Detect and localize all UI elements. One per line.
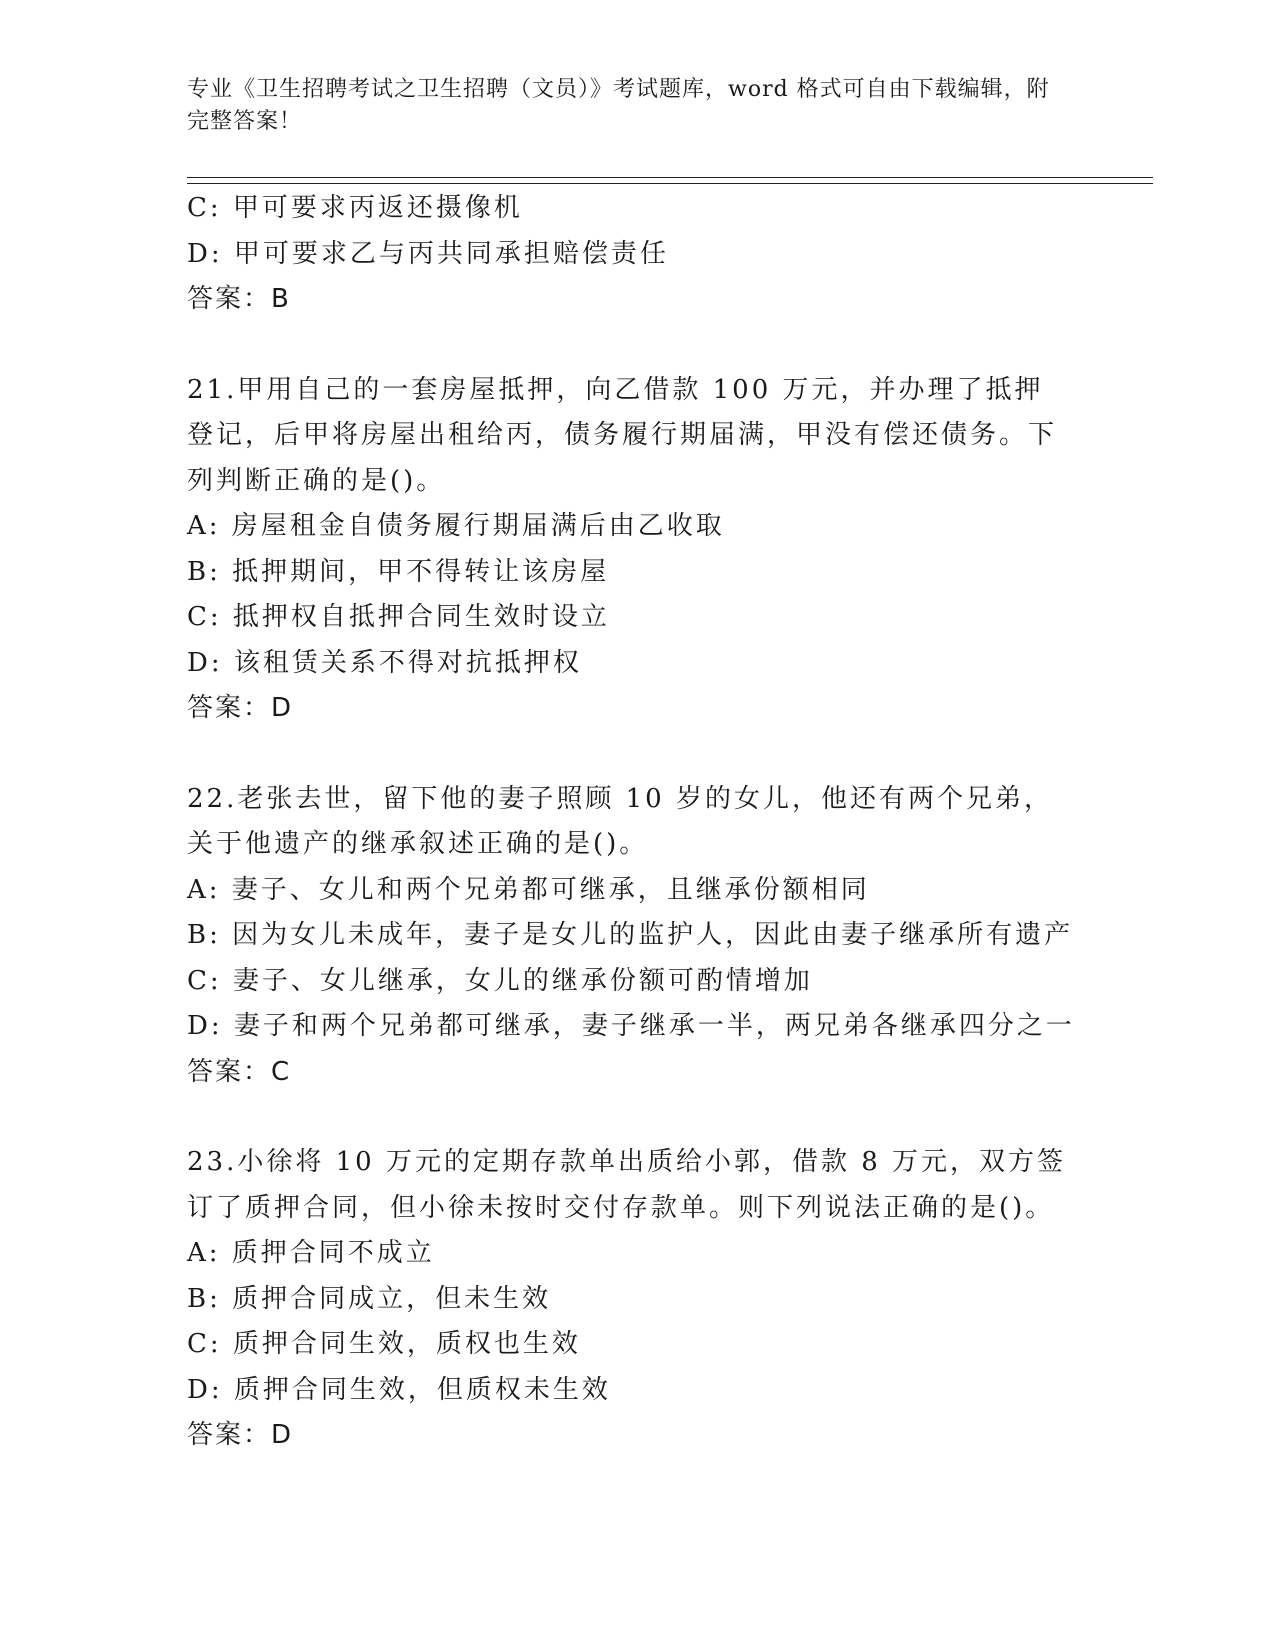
carryover-block [187,186,1067,323]
header-divider-top [187,177,1153,178]
option-a: A: 妻子、女儿和两个兄弟都可继承，且继承份额相同 [187,874,870,905]
header-divider-bottom [187,183,1153,184]
option-d: D: 妻子和两个兄弟都可继承，妻子继承一半，两兄弟各继承四分之一 [187,1011,1075,1041]
spacer [187,323,1067,368]
question-block [187,1140,1067,1459]
answer-line: 答案：D [187,693,294,723]
option-b: B: 质押合同成立，但未生效 [187,1283,552,1314]
option-c: C: 甲可要求丙返还摄像机 [187,193,523,223]
option-d: D: 质押合同生效，但质权未生效 [187,1374,611,1405]
option-b: B: 因为女儿未成年，妻子是女儿的监护人，因此由妻子继承所有遗产 [187,920,1074,950]
option-c: C: 妻子、女儿继承，女儿的继承份额可酌情增加 [187,965,813,996]
option-b: B: 抵押期间，甲不得转让该房屋 [187,556,610,587]
answer-line: 答案：C [187,1056,292,1087]
spacer [187,732,1067,777]
document-header: 专业《卫生招聘考试之卫生招聘（文员）》考试题库，word 格式可自由下载编辑，附完整答案！ [187,77,1050,134]
spacer [187,1095,1067,1140]
option-c: C: 抵押权自抵押合同生效时设立 [187,602,610,632]
option-a: A: 质押合同不成立 [187,1238,435,1268]
answer-line: 答案：B [187,284,291,314]
answer-line: 答案：D [187,1420,294,1450]
question-block [187,777,1075,1096]
question-text: 22.老张去世，留下他的妻子照顾 10 岁的女儿，他还有两个兄弟，关于他遗产的继承叙述正确的是()。 [187,783,1053,859]
option-c: C: 质押合同生效，质权也生效 [187,1329,581,1359]
question-text: 21.甲用自己的一套房屋抵押，向乙借款 100 万元，并办理了抵押登记，后甲将房屋出租给丙，债务履行期届满，甲没有偿还债务。下列判断正确的是()。 [187,374,1058,496]
question-text: 23.小徐将 10 万元的定期存款单出质给小郭，借款 8 万元，双方签订了质押合同，但小徐未按时交付存款单。则下列说法正确的是()。 [187,1147,1067,1223]
question-list [187,186,1075,1459]
option-d: D: 甲可要求乙与丙共同承担赔偿责任 [187,238,669,269]
option-a: A: 房屋租金自债务履行期届满后由乙收取 [187,511,725,541]
question-block [187,368,1067,732]
option-d: D: 该租赁关系不得对抗抵押权 [187,647,582,678]
